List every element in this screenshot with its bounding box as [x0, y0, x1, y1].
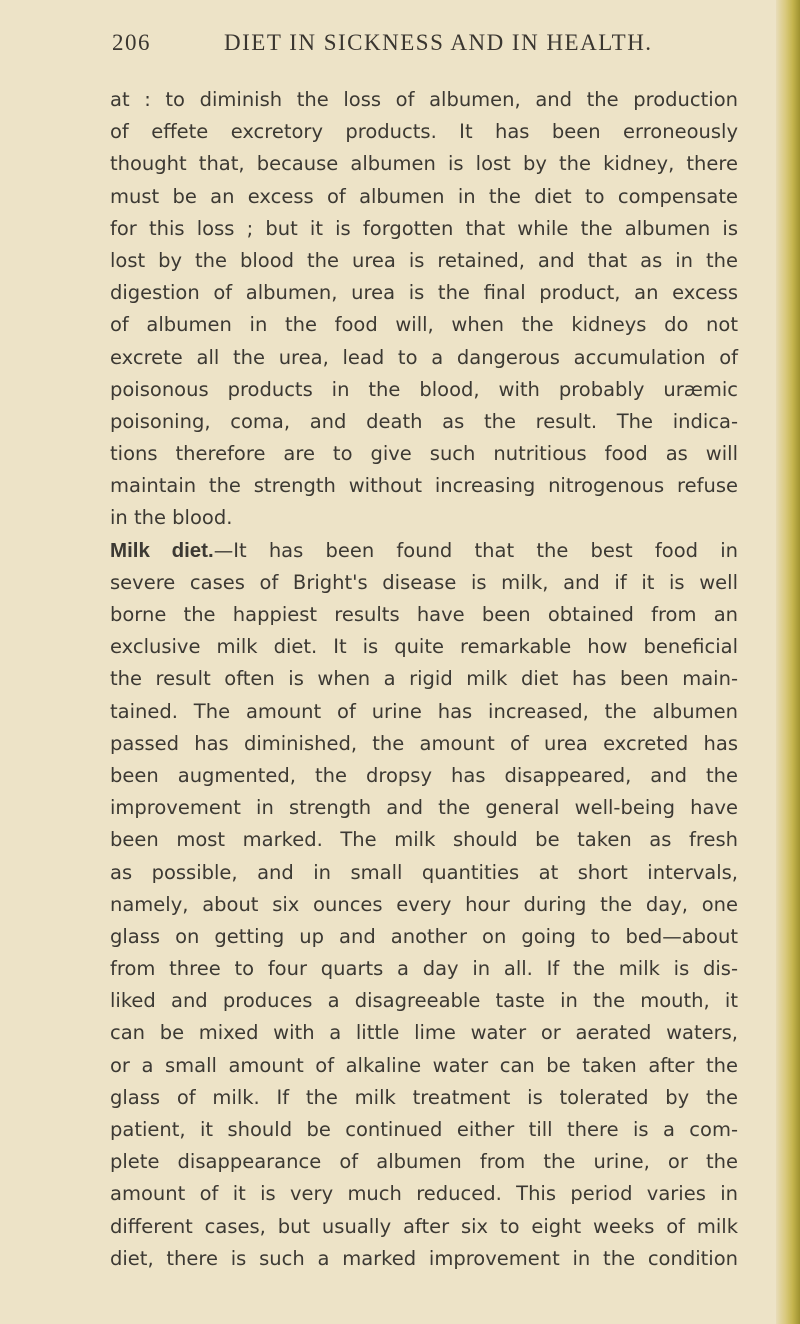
text-line: different cases, but usually after six to eight weeks of milk	[110, 1214, 738, 1238]
text-line: thought that, because albumen is lost by the kidney, there	[110, 152, 738, 176]
text-line: plete disappearance of albumen from the urine, or the	[110, 1150, 738, 1174]
text-line: tions therefore are to give such nutritious food as will	[110, 442, 738, 466]
text-line: can be mixed with a little lime water or aerated waters,	[110, 1021, 738, 1045]
text-line: poisonous products in the blood, with probably uræmic	[110, 377, 738, 401]
text-line: diet, there is such a marked improvement in the condition	[110, 1246, 738, 1270]
running-title: DIET IN SICKNESS AND IN HEALTH.	[224, 30, 653, 55]
section-first-line	[110, 535, 738, 567]
text-line: glass of milk. If the milk treatment is tolerated by the	[110, 1085, 738, 1109]
text-line: been most marked. The milk should be taken as fresh	[110, 828, 738, 852]
text-line: tained. The amount of urine has increased, the albumen	[110, 699, 738, 723]
text-line: in the blood.	[110, 506, 233, 530]
text-line: maintain the strength without increasing nitrogenous refuse	[110, 474, 738, 498]
text-line: liked and produces a disagreeable taste in the mouth, it	[110, 989, 738, 1013]
text-line: digestion of albumen, urea is the final product, an excess	[110, 281, 738, 305]
text-line: amount of it is very much reduced. This period varies in	[110, 1182, 738, 1206]
text-line: at : to diminish the loss of albumen, and the production	[110, 88, 738, 111]
text-line: of albumen in the food will, when the kidneys do not	[110, 313, 738, 337]
text-line: excrete all the urea, lead to a dangerous accumulation of	[110, 345, 738, 369]
running-head	[112, 30, 752, 62]
text-line: the result often is when a rigid milk diet has been main-	[110, 667, 738, 691]
text-line: must be an excess of albumen in the diet to compensate	[110, 184, 738, 208]
text-line: lost by the blood the urea is retained, and that as in the	[110, 248, 738, 272]
text-line: of effete excretory products. It has been erroneously	[110, 120, 738, 144]
text-line: severe cases of Bright's disease is milk, and if it is well	[110, 570, 738, 594]
text-line: from three to four quarts a day in all. If the milk is dis-	[110, 957, 738, 981]
body-text	[110, 84, 738, 1275]
page-edge-shading	[776, 0, 800, 1324]
text-line: borne the happiest results have been obtained from an	[110, 603, 738, 626]
text-line: or a small amount of alkaline water can be taken after the	[110, 1053, 738, 1077]
text-line: improvement in strength and the general well-being have	[110, 796, 738, 820]
text-line: exclusive milk diet. It is quite remarkable how beneficial	[110, 635, 738, 659]
text-line: namely, about six ounces every hour during the day, one	[110, 892, 738, 916]
text-line: patient, it should be continued either till there is a com-	[110, 1118, 738, 1141]
text-line: passed has diminished, the amount of urea excreted has	[110, 731, 738, 755]
page-number: 206	[112, 30, 151, 55]
section-heading: Milk diet.	[110, 538, 214, 562]
text-line: poisoning, coma, and death as the result. The indica-	[110, 409, 738, 433]
section-first-line-text: —It has been found that the best food in	[213, 538, 738, 562]
text-line: as possible, and in small quantities at short intervals,	[110, 860, 738, 884]
text-line: been augmented, the dropsy has disappeared, and the	[110, 763, 738, 787]
text-line: glass on getting up and another on going to bed—about	[110, 924, 738, 948]
text-line: for this loss ; but it is forgotten that while the albumen is	[110, 216, 738, 240]
